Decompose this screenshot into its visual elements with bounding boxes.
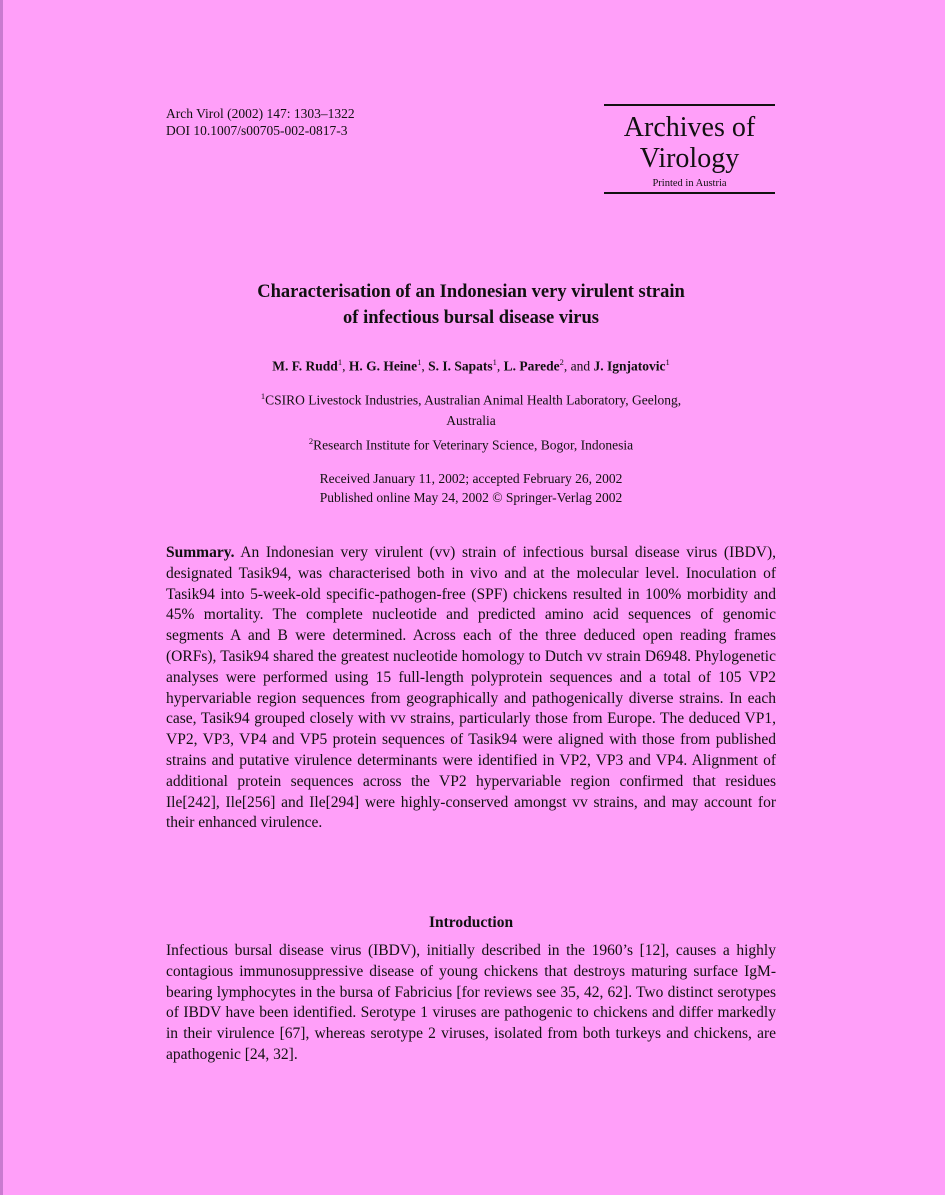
title-line2: of infectious bursal disease virus: [343, 308, 599, 328]
author-affiliation-mark: 1: [337, 357, 343, 367]
introduction-heading: Introduction: [428, 914, 514, 931]
affiliation-text: CSIRO Livestock Industries, Australian Animal Health Laboratory, Geelong,: [265, 392, 682, 408]
affiliation-mark: 1: [260, 391, 266, 401]
affiliations: [166, 386, 776, 455]
affiliation-2: [166, 431, 776, 456]
author-separator: ,: [342, 358, 349, 374]
article-title: [166, 279, 776, 331]
journal-name-line1: Archives of: [623, 112, 756, 143]
author-affiliation-mark: 1: [417, 357, 422, 367]
author-name: L. Parede: [503, 358, 560, 374]
author-name: M. F. Rudd: [272, 358, 338, 374]
affiliation-mark: 2: [308, 435, 314, 446]
citation-volume: Arch Virol (2002) 147: 1303–1322: [166, 106, 355, 121]
publication-dates: [166, 469, 776, 507]
summary-label: Summary.: [166, 544, 235, 561]
citation-doi: DOI 10.1007/s00705-002-0817-3: [166, 123, 348, 138]
affiliation-text: Research Institute for Veterinary Science, Bogor, Indonesia: [313, 437, 634, 452]
author-separator: ,: [421, 358, 429, 374]
author-list: [166, 357, 776, 375]
author-affiliation-mark: 1: [492, 357, 497, 367]
summary-text: An Indonesian very virulent (vv) strain of infectious bursal disease virus (IBDV), designated Tasik94, was characterised both in vivo and at the molecular level. Inoculation of Tasik94 into 5-week-old specific-pathogen-free (SPF) chickens resulted in 100% morbidity and 45% mortality. The complete nucleotide and predicted amino acid sequences of genomic segments A and B were determined. Across each of the three deduced open reading frames (ORFs), Tasik94 shared the greatest nucleotide homology to Dutch vv strain D6948. Phylogenetic analyses were performed using 15 full-length polyprotein sequences and a total of 105 VP2 hypervariable region sequences from geographically and pathogenically diverse strains. In each case, Tasik94 grouped closely with vv strains, particularly those from Europe. The deduced VP1, VP2, VP3, VP4 and VP5 protein sequences of Tasik94 were aligned with those from published strains and putative virulence determinants were identified in VP2, VP3 and VP4. Alignment of additional protein sequences across the VP2 hypervariable region confirmed that residues Ile[242], Ile[256] and Ile[294] were highly-conserved amongst vv strains, and may account for their enhanced virulence.: [166, 544, 776, 832]
citation-block: [166, 105, 355, 139]
journal-masthead: [604, 104, 775, 194]
affiliation-1-continued: Australia: [446, 412, 496, 428]
summary-paragraph: [166, 543, 776, 834]
author-separator: , and: [563, 358, 594, 374]
author-affiliation-mark: 2: [559, 357, 564, 367]
page-left-edge: [0, 0, 3, 1195]
published-online-date: Published online May 24, 2002 © Springer-Verlag 2002: [319, 490, 623, 505]
journal-name-line2: Virology: [639, 143, 740, 174]
author-name: H. G. Heine: [348, 358, 418, 374]
received-accepted-dates: Received January 11, 2002; accepted February 26, 2002: [319, 471, 623, 486]
author-name: J. Ignjatovic: [593, 358, 666, 374]
journal-subtitle: Printed in Austria: [652, 178, 727, 189]
title-line1: Characterisation of an Indonesian very virulent strain: [257, 282, 685, 302]
author-separator: ,: [496, 358, 504, 374]
affiliation-1: [166, 386, 776, 411]
author-name: S. I. Sapats: [428, 358, 493, 374]
author-affiliation-mark: 1: [665, 357, 670, 367]
introduction-paragraph: Infectious bursal disease virus (IBDV), initially described in the 1960’s [12], causes a highly contagious immunosuppressive disease of young chickens that destroys maturing surface IgM-bearing lymphocytes in the bursa of Fabricius [for reviews see 35, 42, 62]. Two distinct serotypes of IBDV have been identified. Serotype 1 viruses are pathogenic to chickens and differ markedly in their virulence [67], whereas serotype 2 viruses, isolated from both turkeys and chickens, are apathogenic [24, 32].: [166, 942, 776, 1063]
